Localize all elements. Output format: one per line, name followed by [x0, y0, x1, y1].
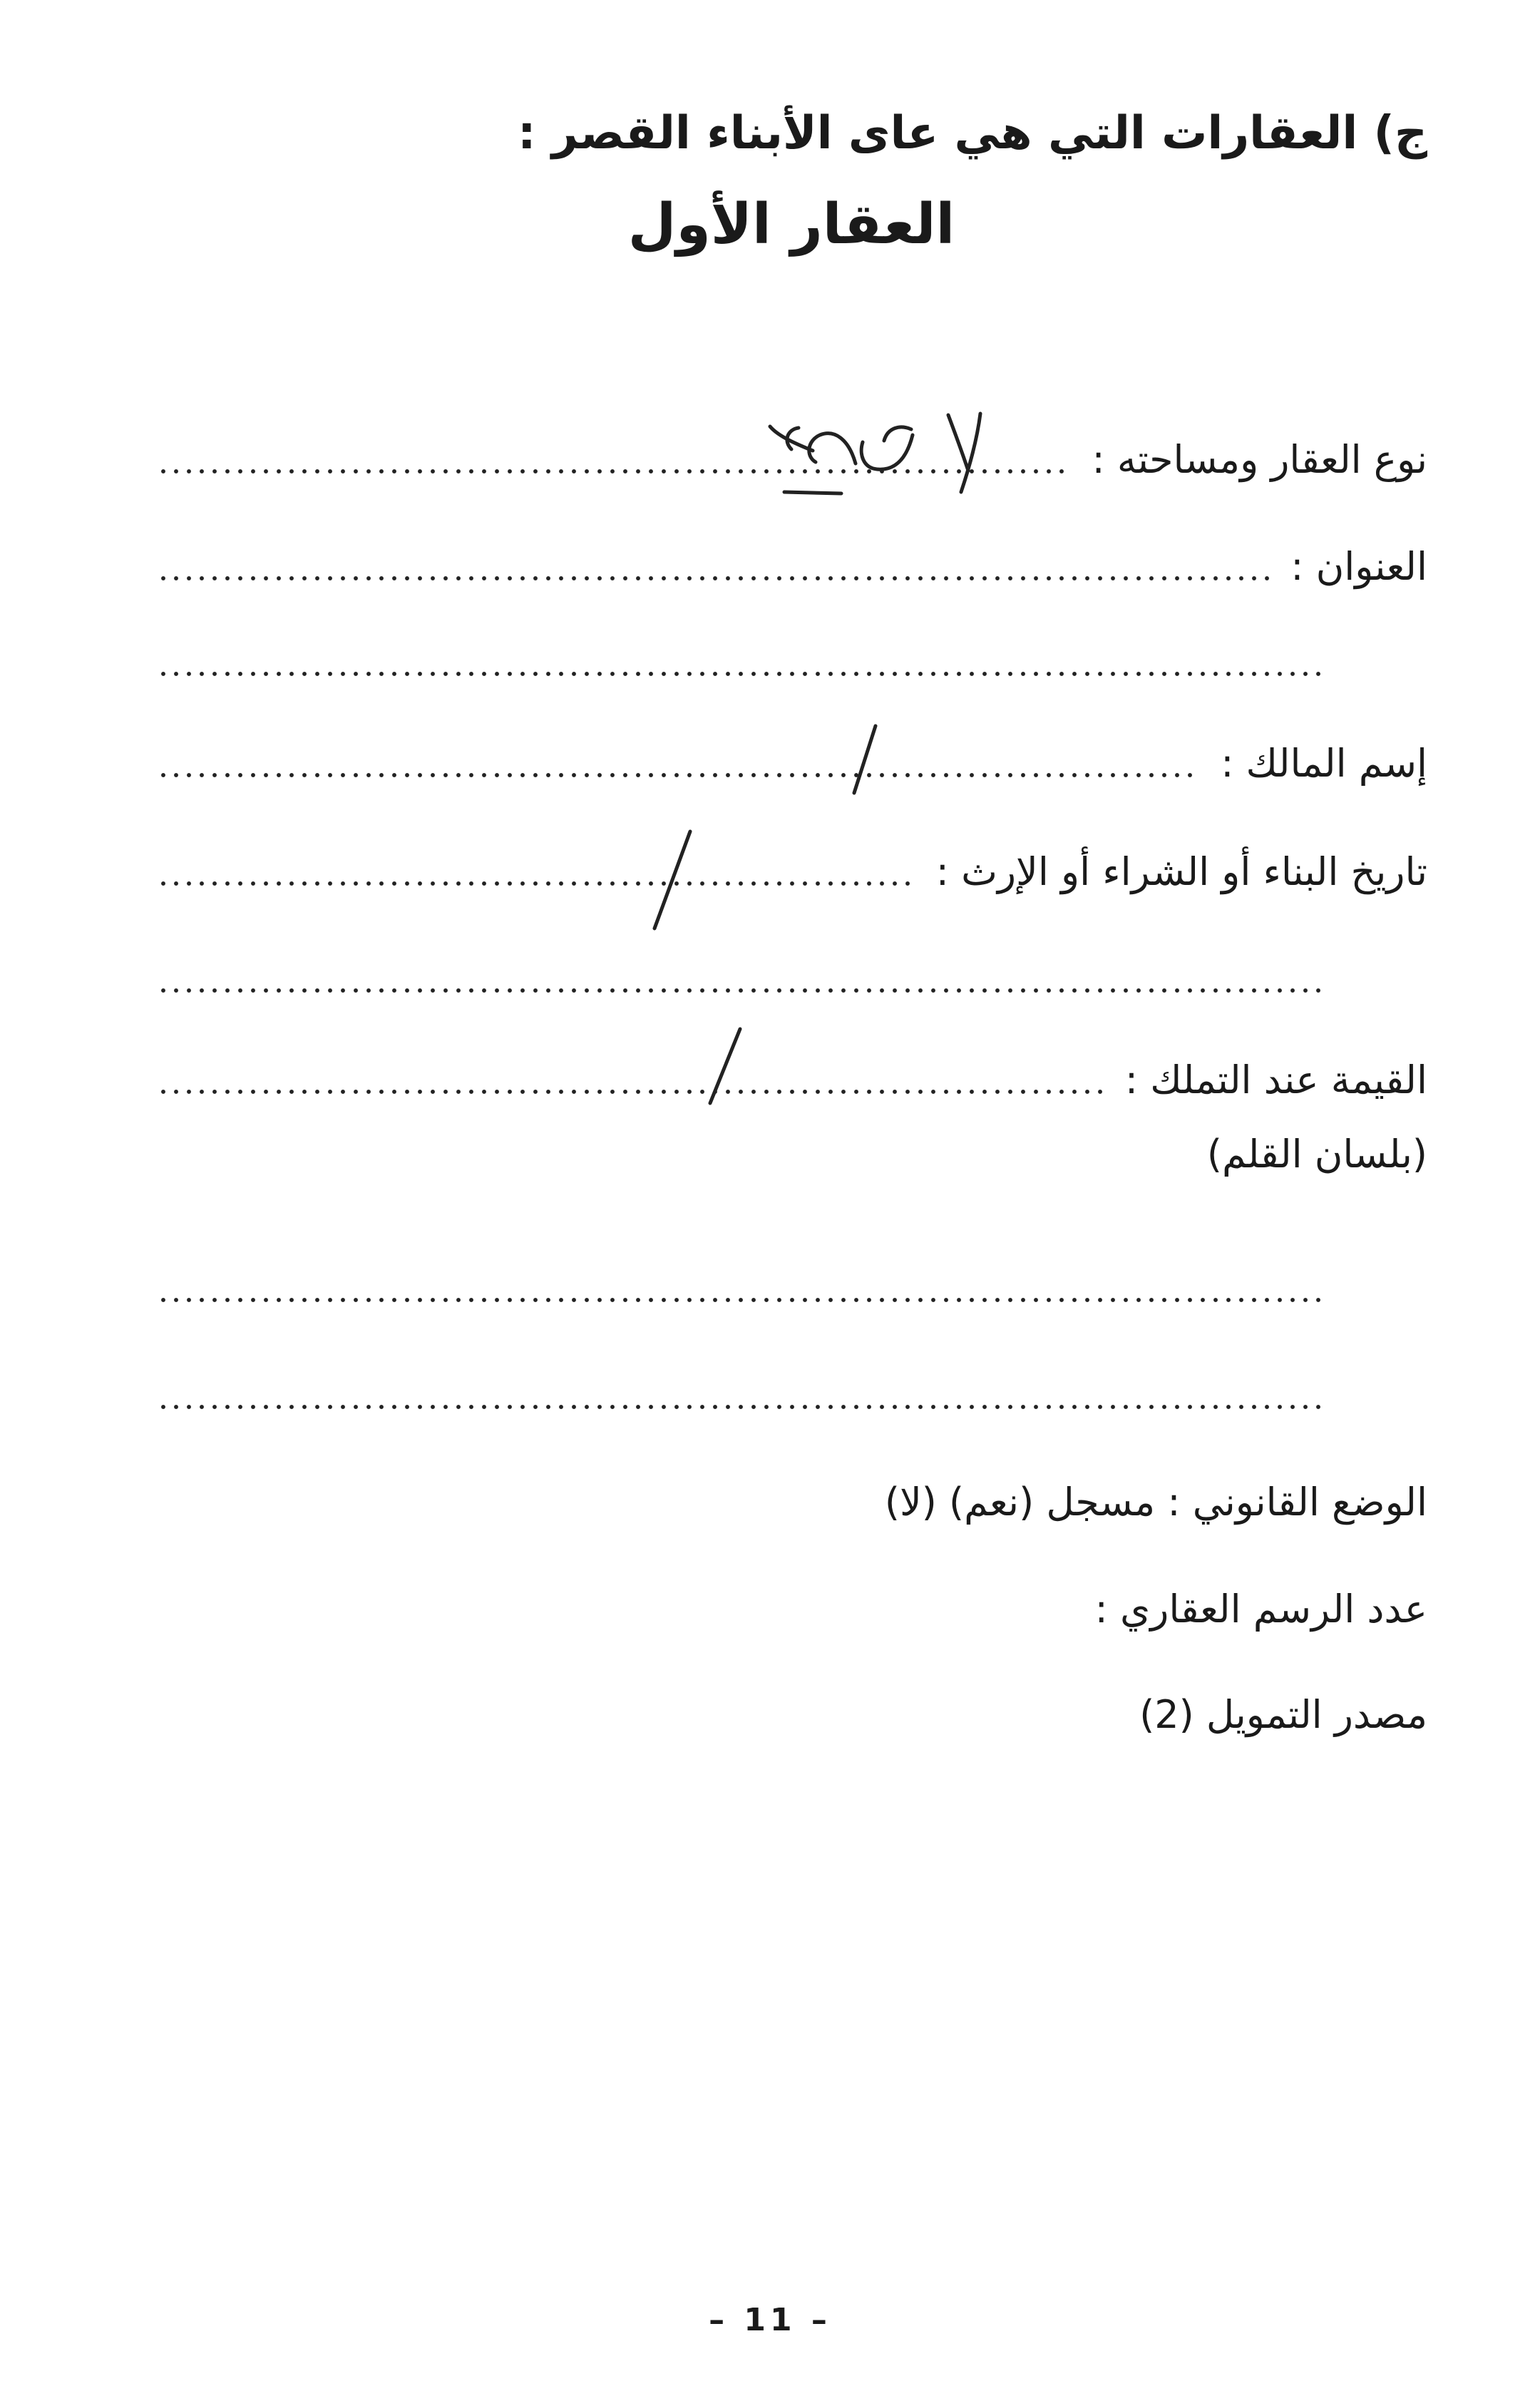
value-in-words-note: (بلسان القلم)	[1206, 1132, 1427, 1177]
value-in-words-field-2[interactable]	[157, 1403, 1326, 1410]
acquisition-date-row	[157, 834, 1427, 894]
address-field[interactable]	[157, 575, 1270, 582]
acquisition-date-label: تاريخ البناء أو الشراء أو الإرث :	[935, 849, 1427, 894]
title-number-label: عدد الرسم العقاري :	[1094, 1587, 1427, 1632]
section-heading: ج) العقارات التي هي عاى الأبناء القصر :	[518, 107, 1427, 160]
address-continuation-field[interactable]	[157, 670, 1326, 677]
value-field[interactable]	[157, 1088, 1105, 1095]
handwritten-none-signature	[741, 385, 1041, 528]
address-label: العنوان :	[1290, 544, 1427, 589]
address-row	[157, 529, 1427, 589]
owner-name-field[interactable]	[157, 772, 1201, 779]
funding-source-label: مصدر التمويل (2)	[1139, 1692, 1427, 1737]
owner-name-row	[157, 726, 1427, 786]
strikethrough-mark	[642, 827, 699, 934]
property-type-label: نوع العقار ومساحته :	[1092, 437, 1427, 482]
owner-name-label: إسم المالك :	[1221, 741, 1427, 786]
acquisition-date-continuation-field[interactable]	[157, 987, 1326, 994]
legal-status-label: الوضع القانوني : مسجل (نعم) (لا)	[884, 1480, 1427, 1525]
value-in-words-field-1[interactable]	[157, 1296, 1326, 1304]
strikethrough-mark	[699, 1023, 749, 1109]
value-label: القيمة عند التملك :	[1124, 1058, 1427, 1102]
value-row	[157, 1043, 1427, 1100]
property-title: العقار الأول	[627, 193, 955, 257]
page-number: – 11 –	[709, 2302, 831, 2338]
acquisition-date-field[interactable]	[157, 880, 916, 887]
strikethrough-mark	[841, 720, 884, 799]
